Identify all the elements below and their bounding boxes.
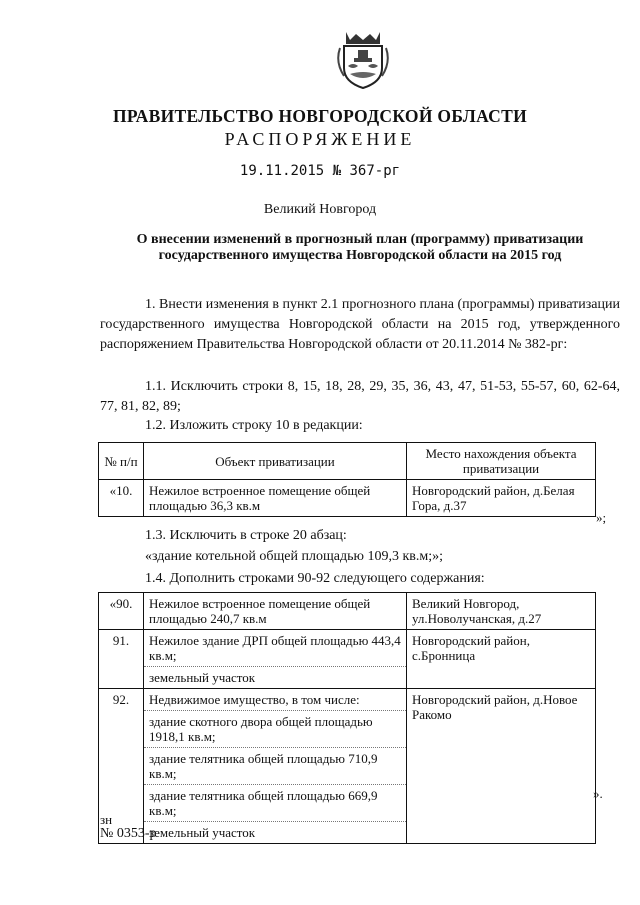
row-location: Новгородский район, с.Бронница xyxy=(407,630,596,689)
row-object xyxy=(144,689,407,844)
table-header xyxy=(99,443,596,480)
government-title: ПРАВИТЕЛЬСТВО НОВГОРОДСКОЙ ОБЛАСТИ xyxy=(113,106,527,126)
document-type: РАСПОРЯЖЕНИЕ xyxy=(224,129,416,149)
object-line: Недвижимое имущество, в том числе: xyxy=(149,692,360,707)
row-location: Новгородский район, д.Новое Ракомо xyxy=(407,689,596,844)
city: Великий Новгород xyxy=(263,202,377,217)
object-line: здание телятника общей площадью 710,9 кв.м; xyxy=(144,747,406,784)
object-line: здание телятника общей площадью 669,9 кв.м; xyxy=(144,784,406,821)
header-location: Место нахождения объекта приватизации xyxy=(407,443,596,480)
row-object: Нежилое встроенное помещение общей площадью 240,7 кв.м xyxy=(144,593,407,630)
table-row xyxy=(99,630,596,689)
row-object xyxy=(144,630,407,689)
header-object: Объект приватизации xyxy=(144,443,407,480)
row-object: Нежилое встроенное помещение общей площадью 36,3 кв.м xyxy=(144,480,407,517)
paragraph-1-3: 1.3. Исключить в строке 20 абзац: xyxy=(145,528,347,543)
footer-initials: зн xyxy=(100,812,113,827)
object-line: земельный участок xyxy=(144,666,406,688)
object-line: земельный участок xyxy=(144,821,406,843)
footer-doc-number: № 0353-р xyxy=(100,826,157,841)
paragraph-1: 1. Внести изменения в пункт 2.1 прогнозного плана (программы) приватизации государственного имущества Новгородской области на 2015 год, утвержденного распоряжением Правительства Новгородской области от 20.11.2014 № 382-рг: xyxy=(100,297,620,352)
table-rows-90-92 xyxy=(98,592,596,844)
row-location: Новгородский район, д.Белая Гора, д.37 xyxy=(407,480,596,517)
table-row xyxy=(99,480,596,517)
header-number: № п/п xyxy=(99,443,144,480)
paragraph-1-4: 1.4. Дополнить строками 90-92 следующего содержания: xyxy=(145,571,485,586)
date-number: 19.11.2015 № 367-рг xyxy=(239,163,401,179)
row-location: Великий Новгород, ул.Новолучанская, д.27 xyxy=(407,593,596,630)
table-row xyxy=(99,689,596,844)
object-line: здание скотного двора общей площадью 1918,1 кв.м; xyxy=(144,710,406,747)
table2-closing-quote: ». xyxy=(593,786,603,801)
row-number: «90. xyxy=(99,593,144,630)
object-line: Нежилое здание ДРП общей площадью 443,4 кв.м; xyxy=(149,633,401,663)
table-row-10 xyxy=(98,442,596,517)
paragraph-1-1: 1.1. Исключить строки 8, 15, 18, 28, 29, 35, 36, 43, 47, 51-53, 55-57, 60, 62-64, 77, 81, 82, 89; xyxy=(100,379,620,414)
table-row xyxy=(99,593,596,630)
table1-closing-quote: »; xyxy=(596,510,607,525)
row-number: «10. xyxy=(99,480,144,517)
subject-heading: О внесении изменений в прогнозный план (программу) приватизации государственного имущества Новгородской области на 2015 год xyxy=(136,232,584,263)
coat-of-arms-icon xyxy=(336,28,390,90)
paragraph-1-2: 1.2. Изложить строку 10 в редакции: xyxy=(145,418,363,433)
row-number: 92. xyxy=(99,689,144,844)
paragraph-1-3-quote: «здание котельной общей площадью 109,3 кв.м;»; xyxy=(145,549,444,564)
row-number: 91. xyxy=(99,630,144,689)
